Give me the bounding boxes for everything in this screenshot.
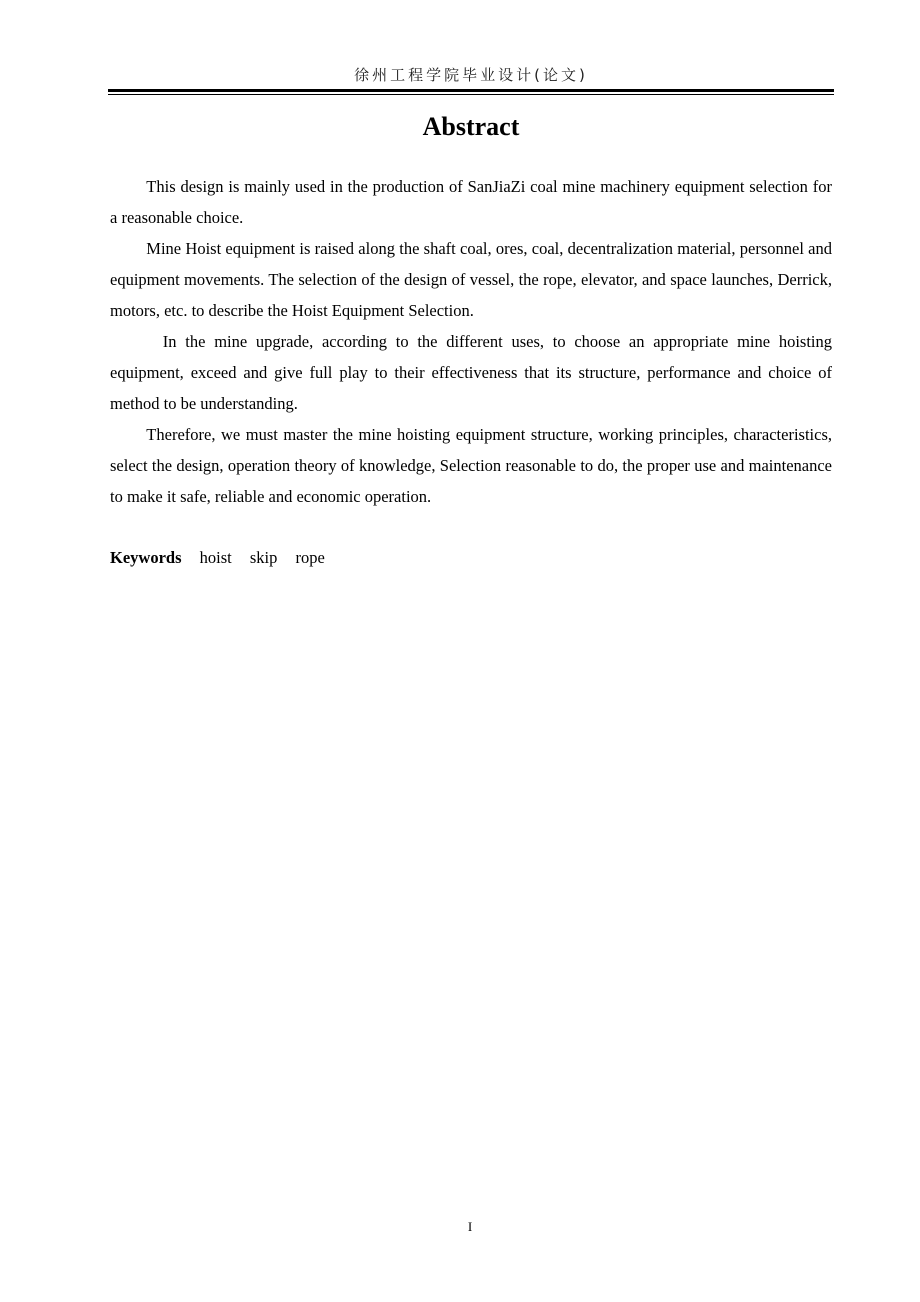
header-rule-thick: [108, 89, 834, 92]
page-number: I: [467, 1219, 473, 1234]
keyword-item: skip: [249, 548, 278, 567]
keyword-item: hoist: [199, 548, 232, 567]
abstract-paragraph-1: This design is mainly used in the production of SanJiaZi coal mine machinery equipment selection for a reasonable choice.: [110, 177, 832, 227]
header-rule-thin: [108, 94, 834, 95]
abstract-paragraph-4: Therefore, we must master the mine hoisting equipment structure, working principles, characteristics, select the design, operation theory of knowledge, Selection reasonable to do, the proper use and maintenance to make it safe, reliable and economic operation.: [110, 425, 832, 506]
abstract-title: Abstract: [422, 112, 520, 141]
abstract-body: [110, 171, 832, 512]
keyword-item: rope: [295, 548, 325, 567]
abstract-paragraph-2: Mine Hoist equipment is raised along the shaft coal, ores, coal, decentralization material, personnel and equipment movements. The selection of the design of vessel, the rope, elevator, and space launches, Derrick, motors, etc. to describe the Hoist Equipment Selection.: [110, 239, 832, 320]
abstract-paragraph-3: In the mine upgrade, according to the different uses, to choose an appropriate mine hoisting equipment, exceed and give full play to their effectiveness that its structure, performance and choice of method to be understanding.: [110, 332, 832, 413]
keywords-label: Keywords: [110, 548, 182, 567]
keywords-line: [110, 542, 832, 573]
running-header: 徐州工程学院毕业设计(论文): [354, 66, 588, 84]
